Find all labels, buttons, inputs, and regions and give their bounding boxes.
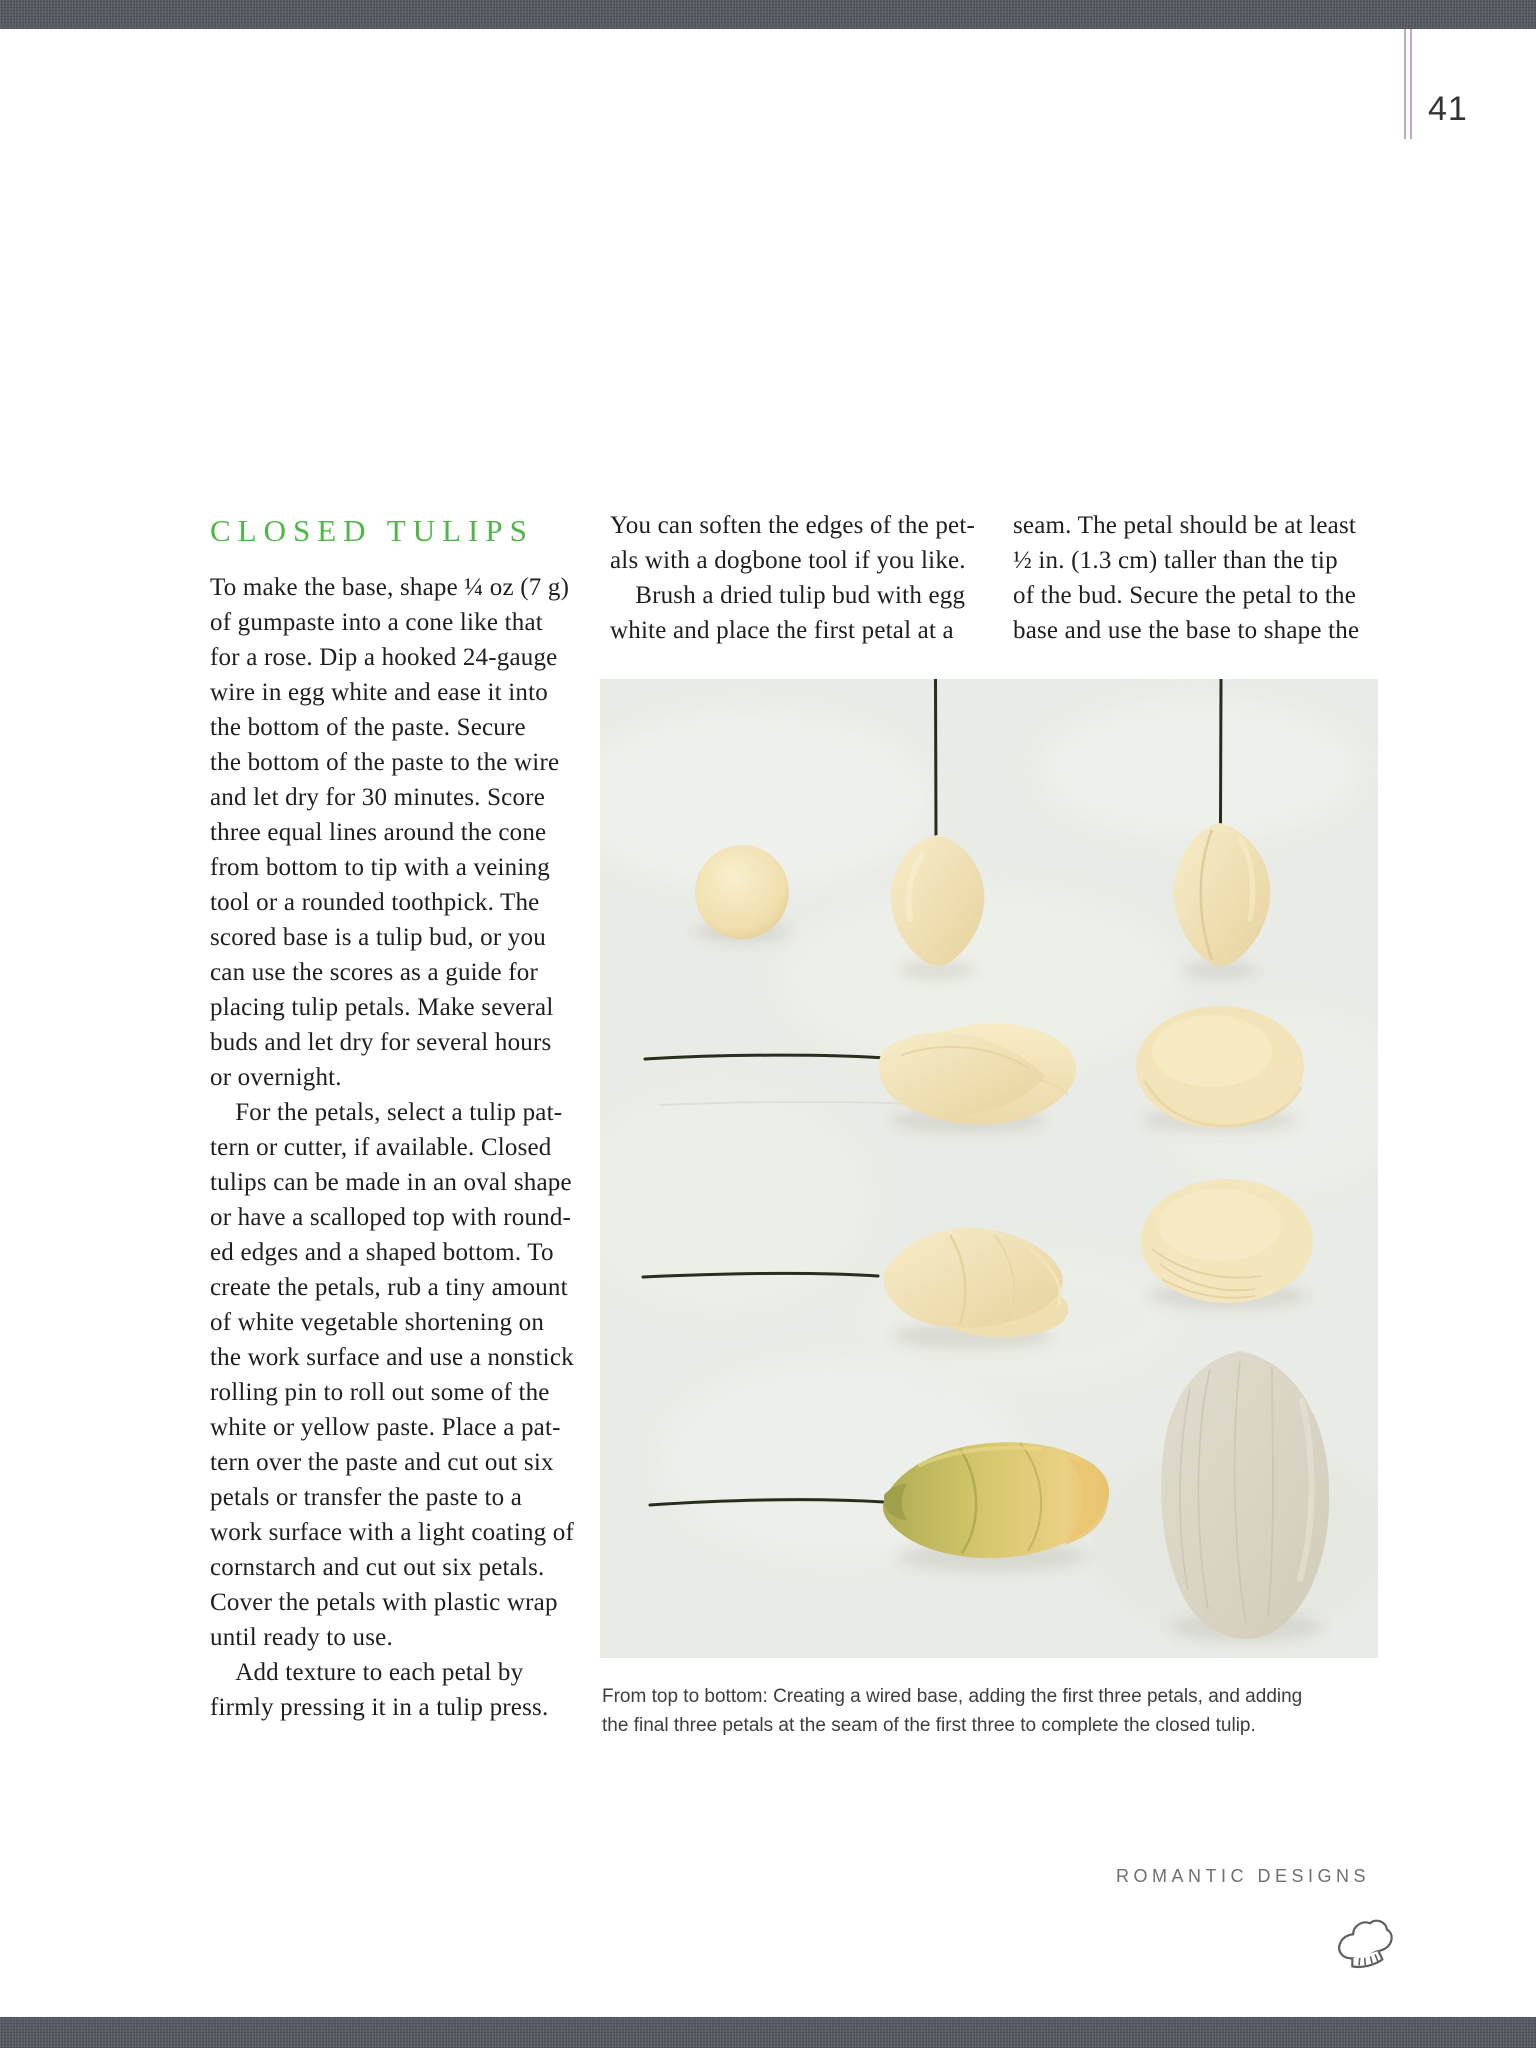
text-line: rolling pin to roll out some of the — [210, 1379, 550, 1406]
text-column-right — [1013, 508, 1378, 648]
text-line: placing tulip petals. Make several — [210, 994, 554, 1021]
text-line: from bottom to tip with a veining — [210, 854, 550, 881]
bottom-fabric-bar — [0, 2017, 1536, 2048]
running-footer: ROMANTIC DESIGNS — [1115, 1866, 1370, 1886]
chef-hat-icon — [1334, 1916, 1396, 1981]
text-line: the bottom of the paste. Secure — [210, 714, 526, 741]
text-line: white and place the first petal at a — [610, 617, 954, 644]
text-line: tulips can be made in an oval shape — [210, 1169, 572, 1196]
text-line: or have a scalloped top with round- — [210, 1204, 572, 1231]
text-line: of white vegetable shortening on — [210, 1309, 545, 1336]
text-line: three equal lines around the cone — [210, 819, 547, 846]
text-line: base and use the base to shape the — [1013, 617, 1360, 644]
text-line: and let dry for 30 minutes. Score — [210, 784, 545, 811]
text-line: Cover the petals with plastic wrap — [210, 1589, 558, 1616]
text-line: wire in egg white and ease it into — [210, 679, 548, 706]
text-line: Brush a dried tulip bud with egg — [610, 582, 966, 609]
text-line: scored base is a tulip bud, or you — [210, 924, 546, 951]
page-number: 41 — [1428, 90, 1468, 128]
text-line: tern over the paste and cut out six — [210, 1449, 554, 1476]
text-line: ed edges and a shaped bottom. To — [210, 1239, 554, 1266]
text-line: To make the base, shape ¼ oz (7 g) — [210, 574, 570, 601]
pink-rule-left — [1404, 29, 1406, 139]
figure-photo — [600, 679, 1378, 1658]
text-line: Add texture to each petal by — [210, 1659, 524, 1686]
text-line: For the petals, select a tulip pat- — [210, 1099, 563, 1126]
text-line: can use the scores as a guide for — [210, 959, 538, 986]
section-heading: CLOSED TULIPS — [210, 512, 534, 548]
text-column-left — [210, 570, 575, 1725]
figure-photo-svg — [600, 679, 1378, 1658]
cut-petal-disc — [1136, 1006, 1304, 1128]
figure-caption — [602, 1682, 1382, 1740]
top-fabric-bar — [0, 0, 1536, 29]
caption-line: From top to bottom: Creating a wired base, adding the first three petals, and adding — [602, 1686, 1303, 1707]
text-line: for a rose. Dip a hooked 24-gauge — [210, 644, 558, 671]
text-line: of the bud. Secure the petal to the — [1013, 582, 1356, 609]
text-line: until ready to use. — [210, 1624, 393, 1651]
text-line: firmly pressing it in a tulip press. — [210, 1694, 549, 1721]
text-line: ½ in. (1.3 cm) taller than the tip — [1013, 547, 1338, 574]
text-line: seam. The petal should be at least — [1013, 512, 1357, 539]
text-line: You can soften the edges of the pet- — [610, 512, 975, 539]
pink-rule-right — [1410, 29, 1412, 139]
text-line: create the petals, rub a tiny amount — [210, 1274, 568, 1301]
text-line: of gumpaste into a cone like that — [210, 609, 543, 636]
text-line: cornstarch and cut out six petals. — [210, 1554, 545, 1581]
textured-petal-disc — [1141, 1179, 1313, 1303]
text-line: tool or a rounded toothpick. The — [210, 889, 540, 916]
text-line: tern or cutter, if available. Closed — [210, 1134, 552, 1161]
text-line: white or yellow paste. Place a pat- — [210, 1414, 561, 1441]
text-line: the bottom of the paste to the wire — [210, 749, 560, 776]
text-line: work surface with a light coating of — [210, 1519, 575, 1546]
text-line: petals or transfer the paste to a — [210, 1484, 523, 1511]
text-line: the work surface and use a nonstick — [210, 1344, 574, 1371]
text-line: als with a dogbone tool if you like. — [610, 547, 966, 574]
gumpaste-ball — [695, 845, 789, 939]
caption-line: the final three petals at the seam of the first three to complete the closed tulip. — [602, 1715, 1256, 1736]
text-line: buds and let dry for several hours — [210, 1029, 552, 1056]
text-column-middle — [610, 508, 975, 648]
text-line: or overnight. — [210, 1064, 342, 1091]
